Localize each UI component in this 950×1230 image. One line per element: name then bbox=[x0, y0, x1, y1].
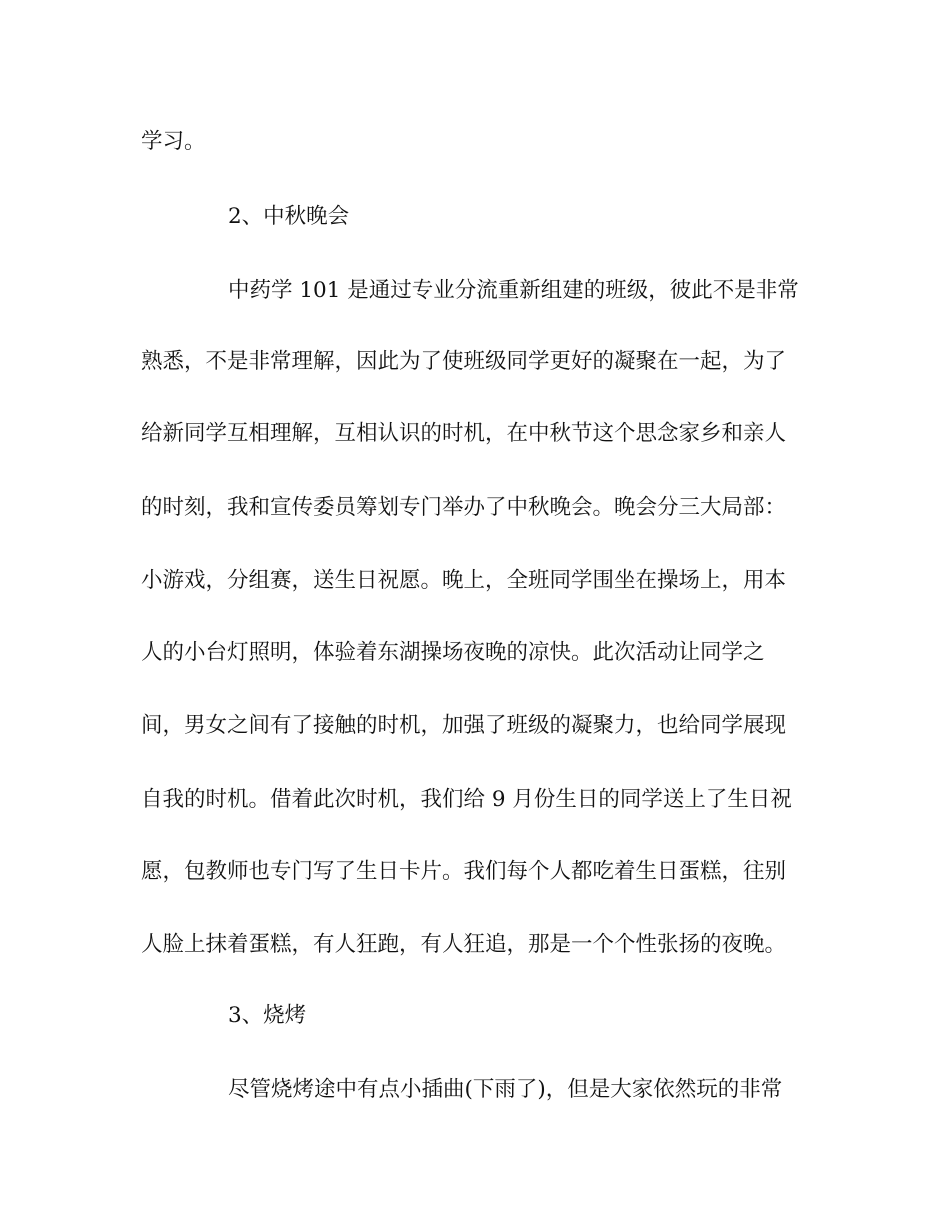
paragraph-line-1: 中药学 101 是通过专业分流重新组建的班级，彼此不是非常 bbox=[228, 278, 799, 303]
paragraph-line-10: 人脸上抹着蛋糕，有人狂跑，有人狂追，那是一个个性张扬的夜晚。 bbox=[141, 932, 787, 957]
section-heading-mid-autumn: 2、中秋晚会 bbox=[228, 204, 350, 229]
paragraph-line-11: 尽管烧烤途中有点小插曲(下雨了)，但是大家依然玩的非常 bbox=[228, 1077, 783, 1102]
paragraph-line-2: 熟悉，不是非常理解，因此为了使班级同学更好的凝聚在一起，为了 bbox=[141, 349, 787, 374]
paragraph-line-3: 给新同学互相理解，互相认识的时机，在中秋节这个思念家乡和亲人 bbox=[141, 421, 787, 446]
paragraph-line-8: 自我的时机。借着此次时机，我们给 9 月份生日的同学送上了生日祝 bbox=[141, 787, 792, 812]
section-heading-barbecue: 3、烧烤 bbox=[228, 1003, 307, 1028]
paragraph-line-7: 间，男女之间有了接触的时机，加强了班级的凝聚力，也给同学展现 bbox=[141, 713, 787, 738]
paragraph-line-4: 的时刻，我和宣传委员筹划专门举办了中秋晚会。晚会分三大局部： bbox=[141, 495, 787, 520]
paragraph-line-5: 小游戏，分组赛，送生日祝愿。晚上，全班同学围坐在操场上，用本 bbox=[141, 568, 787, 593]
paragraph-line-9: 愿，包教师也专门写了生日卡片。我们每个人都吃着生日蛋糕，往别 bbox=[141, 859, 787, 884]
text-line-1: 学习。 bbox=[141, 129, 206, 154]
paragraph-line-6: 人的小台灯照明，体验着东湖操场夜晚的凉快。此次活动让同学之 bbox=[141, 640, 765, 665]
